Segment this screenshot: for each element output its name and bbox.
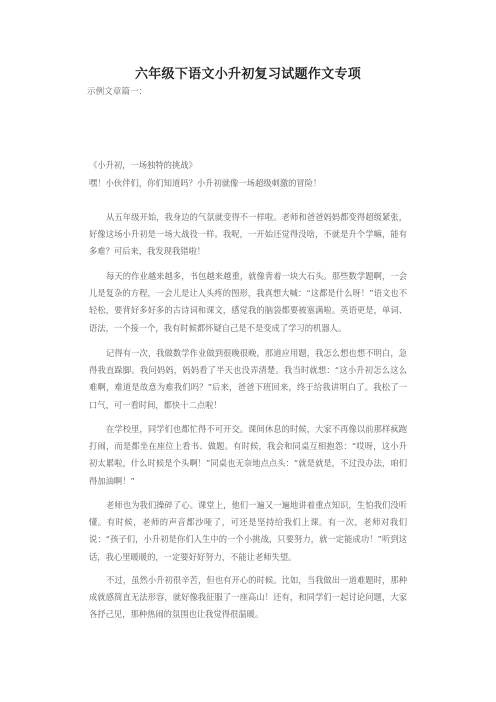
paragraph-7: 不过，虽然小升初很辛苦，但也有开心的时候。比如，当我做出一道难题时，那种成就感简直无法形容，就好像我征服了一座高山！还有，和同学们一起讨论问题，大家各抒己见，那种热闹的氛围也让我觉得很温暖。 <box>89 575 407 620</box>
document-title: 六年级下语文小升初复习试题作文专项 <box>134 67 362 82</box>
paragraph-6: 老师也为我们操碎了心。课堂上，他们一遍又一遍地讲着重点知识，生怕我们没听懂。有时候，老师的声音都沙哑了，可还是坚持给我们上课。有一次，老师对我们说：“孩子们，小升初是你们人生中的一个小挑战，只要努力，就一定能成功！”听到这话，我心里暖暖的，一定要好好努力，不能让老师失望。 <box>89 500 407 562</box>
sample-article-label: 示例文章篇一： <box>87 87 148 97</box>
paragraph-1: 嘿！小伙伴们，你们知道吗？小升初就像一场超级刺激的冒险！ <box>89 178 322 188</box>
paragraph-2: 从五年级开始，我身边的气氛就变得不一样啦。老师和爸爸妈妈都变得超级紧张，好像这场小升初是一场大战役一样。我呢，一开始还觉得没啥，不就是升个学嘛，能有多难？可后来，我发现我错啦！ <box>89 212 407 257</box>
paragraph-4: 记得有一次，我做数学作业做到很晚很晚，那道应用题，我怎么想也想不明白，急得我直跺脚。我问妈妈，妈妈看了半天也没弄清楚。我当时就想：“这小升初怎么这么难啊，难道是故意为难我们吗？”后来，爸爸下班回来，终于给我讲明白了。我松了一口气，可一看时间，都快十二点啦！ <box>89 348 407 410</box>
paragraph-3: 每天的作业越来越多，书包越来越重，就像背着一块大石头。那些数学题啊，一会儿是复杂的方程，一会儿是让人头疼的图形，我真想大喊：“这都是什么呀！”语文也不轻松，要背好多好多的古诗词和课文，感觉我的脑袋都要被塞满啦。英语更是，单词、语法，一个接一个，我有时候都怀疑自己是不是变成了学习的机器人。 <box>89 271 407 333</box>
essay-title: 《小升初，一场独特的挑战》 <box>89 160 197 170</box>
paragraph-5: 在学校里，同学们也都忙得不可开交。课间休息的时候，大家不再像以前那样疯跑打闹，而是都坐在座位上看书、做题。有时候，我会和同桌互相抱怨：“哎呀，这小升初太累啦，什么时候是个头啊！”同桌也无奈地点点头：“就是就是，不过没办法，咱们得加油啊！” <box>89 424 407 486</box>
